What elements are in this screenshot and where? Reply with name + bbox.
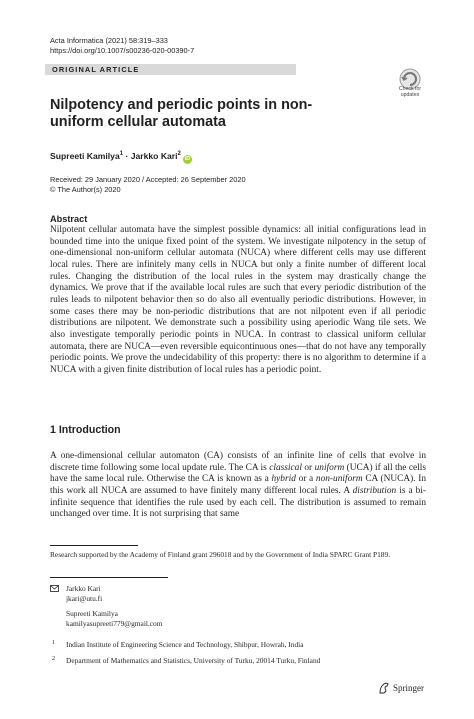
affiliation-sup: 1 bbox=[119, 151, 124, 157]
text-run: or a bbox=[295, 474, 316, 485]
abstract-text: Nilpotent cellular automata have the simplest possible dynamics: all initial configurations lead in bounded time into the unique fixed point of the system. We investigate nilpotency in the setup of one-dimensional non-uniform cellular automata (NUCA) where different cells may use different local rules. There are infinitely many cells in NUCA but only a finite number of different local rules. Changing the distribution of the local rules in the system may drastically change the dynamics. We prove that if the available local rules are such that every periodic distribution of the rules leads to nilpotent behavior then so do also all eventually periodic distributions. However, in some cases there may be non-periodic distributions that are not nilpotent even if all periodic distributions are nilpotent. We demonstrate such a possibility using aperiodic Wang tile sets. We also investigate temporally periodic points in NUCA. In contrast to classical uniform cellular automata, there are NUCA—even reversible equicontinuous ones—that do not have any temporally periodic points. We prove the undecidability of this property: there is no algorithm to determine if a NUCA with a given finite distribution of local rules has a periodic point. bbox=[50, 225, 426, 375]
emphasis: hybrid bbox=[271, 474, 296, 485]
journal-citation: Acta Informatica (2021) 58:319–333 bbox=[50, 36, 168, 45]
check-for-updates-label[interactable] bbox=[386, 86, 434, 98]
emphasis: distribution bbox=[352, 485, 397, 496]
orcid-icon[interactable]: iD bbox=[184, 155, 191, 162]
springer-horse-icon bbox=[377, 681, 391, 695]
affiliation-sup: 2 bbox=[177, 151, 181, 157]
contact-email[interactable]: kamilyasupreeti779@gmail.com bbox=[66, 619, 163, 628]
article-dates bbox=[50, 175, 246, 194]
check-updates-line2: updates bbox=[400, 92, 420, 98]
author-name[interactable]: Jarkko Kari bbox=[130, 150, 178, 161]
article-type-label: ORIGINAL ARTICLE bbox=[52, 65, 140, 74]
affiliation-number: 2 bbox=[52, 656, 55, 662]
funding-footnote: Research supported by the Academy of Finland grant 296018 and by the Government of India SPARC Grant P189. bbox=[50, 550, 391, 559]
footnote-rule bbox=[50, 577, 168, 578]
author-name[interactable]: Supreeti Kamilya bbox=[50, 150, 120, 161]
check-updates-line1: Check for bbox=[398, 86, 422, 92]
affiliation-text: Indian Institute of Engineering Science and Technology, Shibpur, Howrah, India bbox=[66, 640, 304, 649]
received-accepted: Received: 29 January 2020 / Accepted: 26 September 2020 bbox=[50, 175, 246, 184]
contact-name: Jarkko Kari bbox=[66, 584, 101, 593]
author-separator: · bbox=[123, 150, 131, 161]
contact-email[interactable]: jkari@utu.fi bbox=[66, 594, 103, 603]
emphasis: non-uniform bbox=[315, 474, 363, 485]
emphasis: classical bbox=[269, 462, 302, 473]
contact-name: Supreeti Kamilya bbox=[66, 609, 118, 618]
text-run: is a bi-infinite sequence that identifies the rule used by each cell. The distribution is assumed to remain unchanged over time. It is not surprising that same bbox=[50, 485, 426, 520]
abstract-heading: Abstract bbox=[50, 214, 88, 224]
emphasis: uniform bbox=[314, 462, 345, 473]
intro-paragraph bbox=[50, 451, 426, 521]
mail-icon bbox=[50, 585, 59, 592]
text-run: or bbox=[301, 462, 315, 473]
text-run: CA (NUCA). In this work all NUCA are assumed to have finitely many different local rules. A bbox=[50, 474, 426, 496]
affiliation-text: Department of Mathematics and Statistics, University of Turku, 20014 Turku, Finland bbox=[66, 656, 321, 665]
text-run: A one-dimensional cellular automaton (CA) consists of an infinite line of cells that evolve in discrete time following some local update rule. The CA is bbox=[50, 451, 426, 473]
author-list bbox=[50, 148, 192, 164]
footnote-rule bbox=[50, 545, 138, 546]
copyright-line: © The Author(s) 2020 bbox=[50, 184, 121, 194]
affiliation-number: 1 bbox=[52, 640, 55, 646]
journal-header bbox=[50, 36, 194, 55]
journal-doi-link[interactable]: https://doi.org/10.1007/s00236-020-00390-7 bbox=[50, 45, 195, 55]
text-run: (UCA) if all the cells have the same local rule. Otherwise the CA is known as a bbox=[50, 462, 426, 485]
publisher-name: Springer bbox=[393, 683, 424, 693]
section-heading: 1 Introduction bbox=[50, 424, 121, 436]
paper-title: Nilpotency and periodic points in non-uniform cellular automata bbox=[50, 97, 313, 130]
